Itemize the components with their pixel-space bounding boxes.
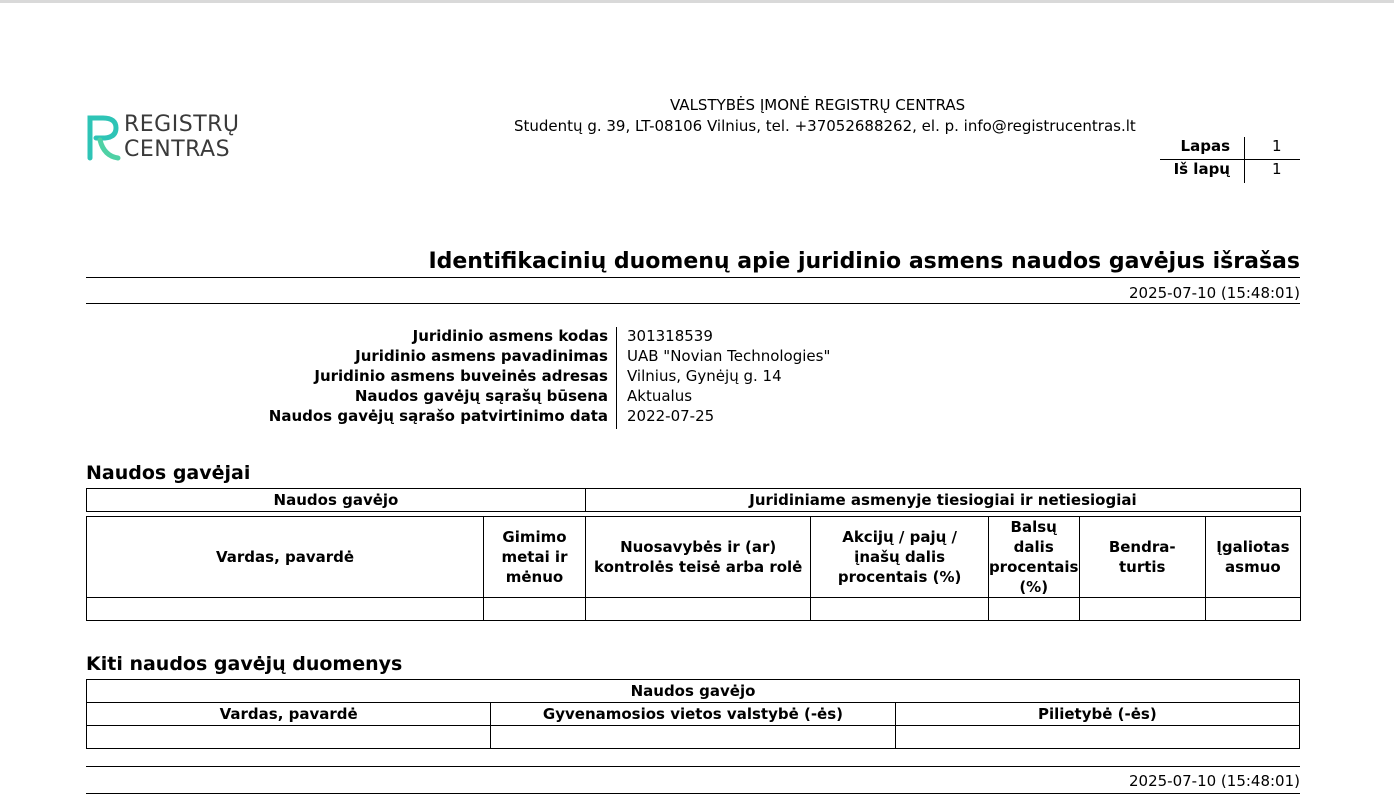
column-header: Vardas, pavardė [87,703,491,726]
beneficiaries-table [86,488,1301,621]
table-row [87,726,1300,749]
page-label: Lapas [1180,137,1230,155]
organization-name: VALSTYBĖS ĮMONĖ REGISTRŲ CENTRAS [670,96,966,114]
column-header: Pilietybė (-ės) [895,703,1299,726]
info-label: Naudos gavėjų sąrašų būsena [354,387,608,405]
document-title: Identifikacinių duomenų apie juridinio asmens naudos gavėjus išrašas [428,249,1300,274]
info-value: Aktualus [627,387,693,405]
footer-divider [86,766,1300,767]
info-label: Naudos gavėjų sąrašo patvirtinimo data [268,407,608,425]
footer-date: 2025-07-10 (15:48:01) [1128,772,1300,790]
organization-address: Studentų g. 39, LT-08106 Vilnius, tel. +37052688262, el. p. info@registrucentras.lt [514,117,1136,135]
document-date: 2025-07-10 (15:48:01) [1128,284,1300,302]
column-header: Nuosavybės ir (ar) kontrolės teisė arba rolė [585,517,811,598]
info-label: Juridinio asmens kodas [412,327,608,345]
info-label: Juridinio asmens pavadinimas [355,347,608,365]
info-value: 301318539 [627,327,713,345]
column-header: Vardas, pavardė [87,517,484,598]
group-header: Juridiniame asmenyje tiesiogiai ir netiesiogiai [585,489,1300,512]
logo-wordmark [124,112,240,162]
column-header: Gimimo metai ir mėnuo [484,517,586,598]
beneficiaries-heading: Naudos gavėjai [86,462,251,484]
info-row [200,407,900,427]
title-divider [86,277,1300,278]
info-row [200,367,900,387]
page-value: 1 [1272,137,1282,155]
info-row [200,387,900,407]
info-value: Vilnius, Gynėjų g. 14 [627,367,782,385]
column-header: Akcijų / pajų / įnašų dalis procentais (%) [811,517,988,598]
group-header: Naudos gavėjo [87,489,586,512]
footer-bottom-divider [86,793,1300,794]
info-value: UAB "Novian Technologies" [627,347,831,365]
column-header: Bendra-turtis [1079,517,1205,598]
column-header: Įgaliotas asmuo [1205,517,1300,598]
column-header: Gyvenamosios vietos valstybė (-ės) [491,703,895,726]
registru-centras-logo [86,112,256,166]
logo-line-1: REGISTRŲ [124,112,240,137]
group-header: Naudos gavėjo [87,680,1300,703]
page-count-label: Iš lapų [1173,160,1230,178]
date-divider [86,303,1300,304]
column-header: Balsų dalis procentais (%) [988,518,1079,596]
entity-info [200,327,900,427]
page-counter [1160,137,1300,183]
logo-line-2: CENTRAS [124,137,231,162]
info-label: Juridinio asmens buveinės adresas [314,367,608,385]
top-border [0,0,1394,3]
table-row [87,598,1301,621]
page-count-value: 1 [1272,160,1282,178]
logo-mark-icon [86,112,122,162]
other-data-table [86,679,1300,749]
info-value: 2022-07-25 [627,407,715,425]
info-row [200,347,900,367]
other-data-heading: Kiti naudos gavėjų duomenys [86,653,403,675]
info-row [200,327,900,347]
